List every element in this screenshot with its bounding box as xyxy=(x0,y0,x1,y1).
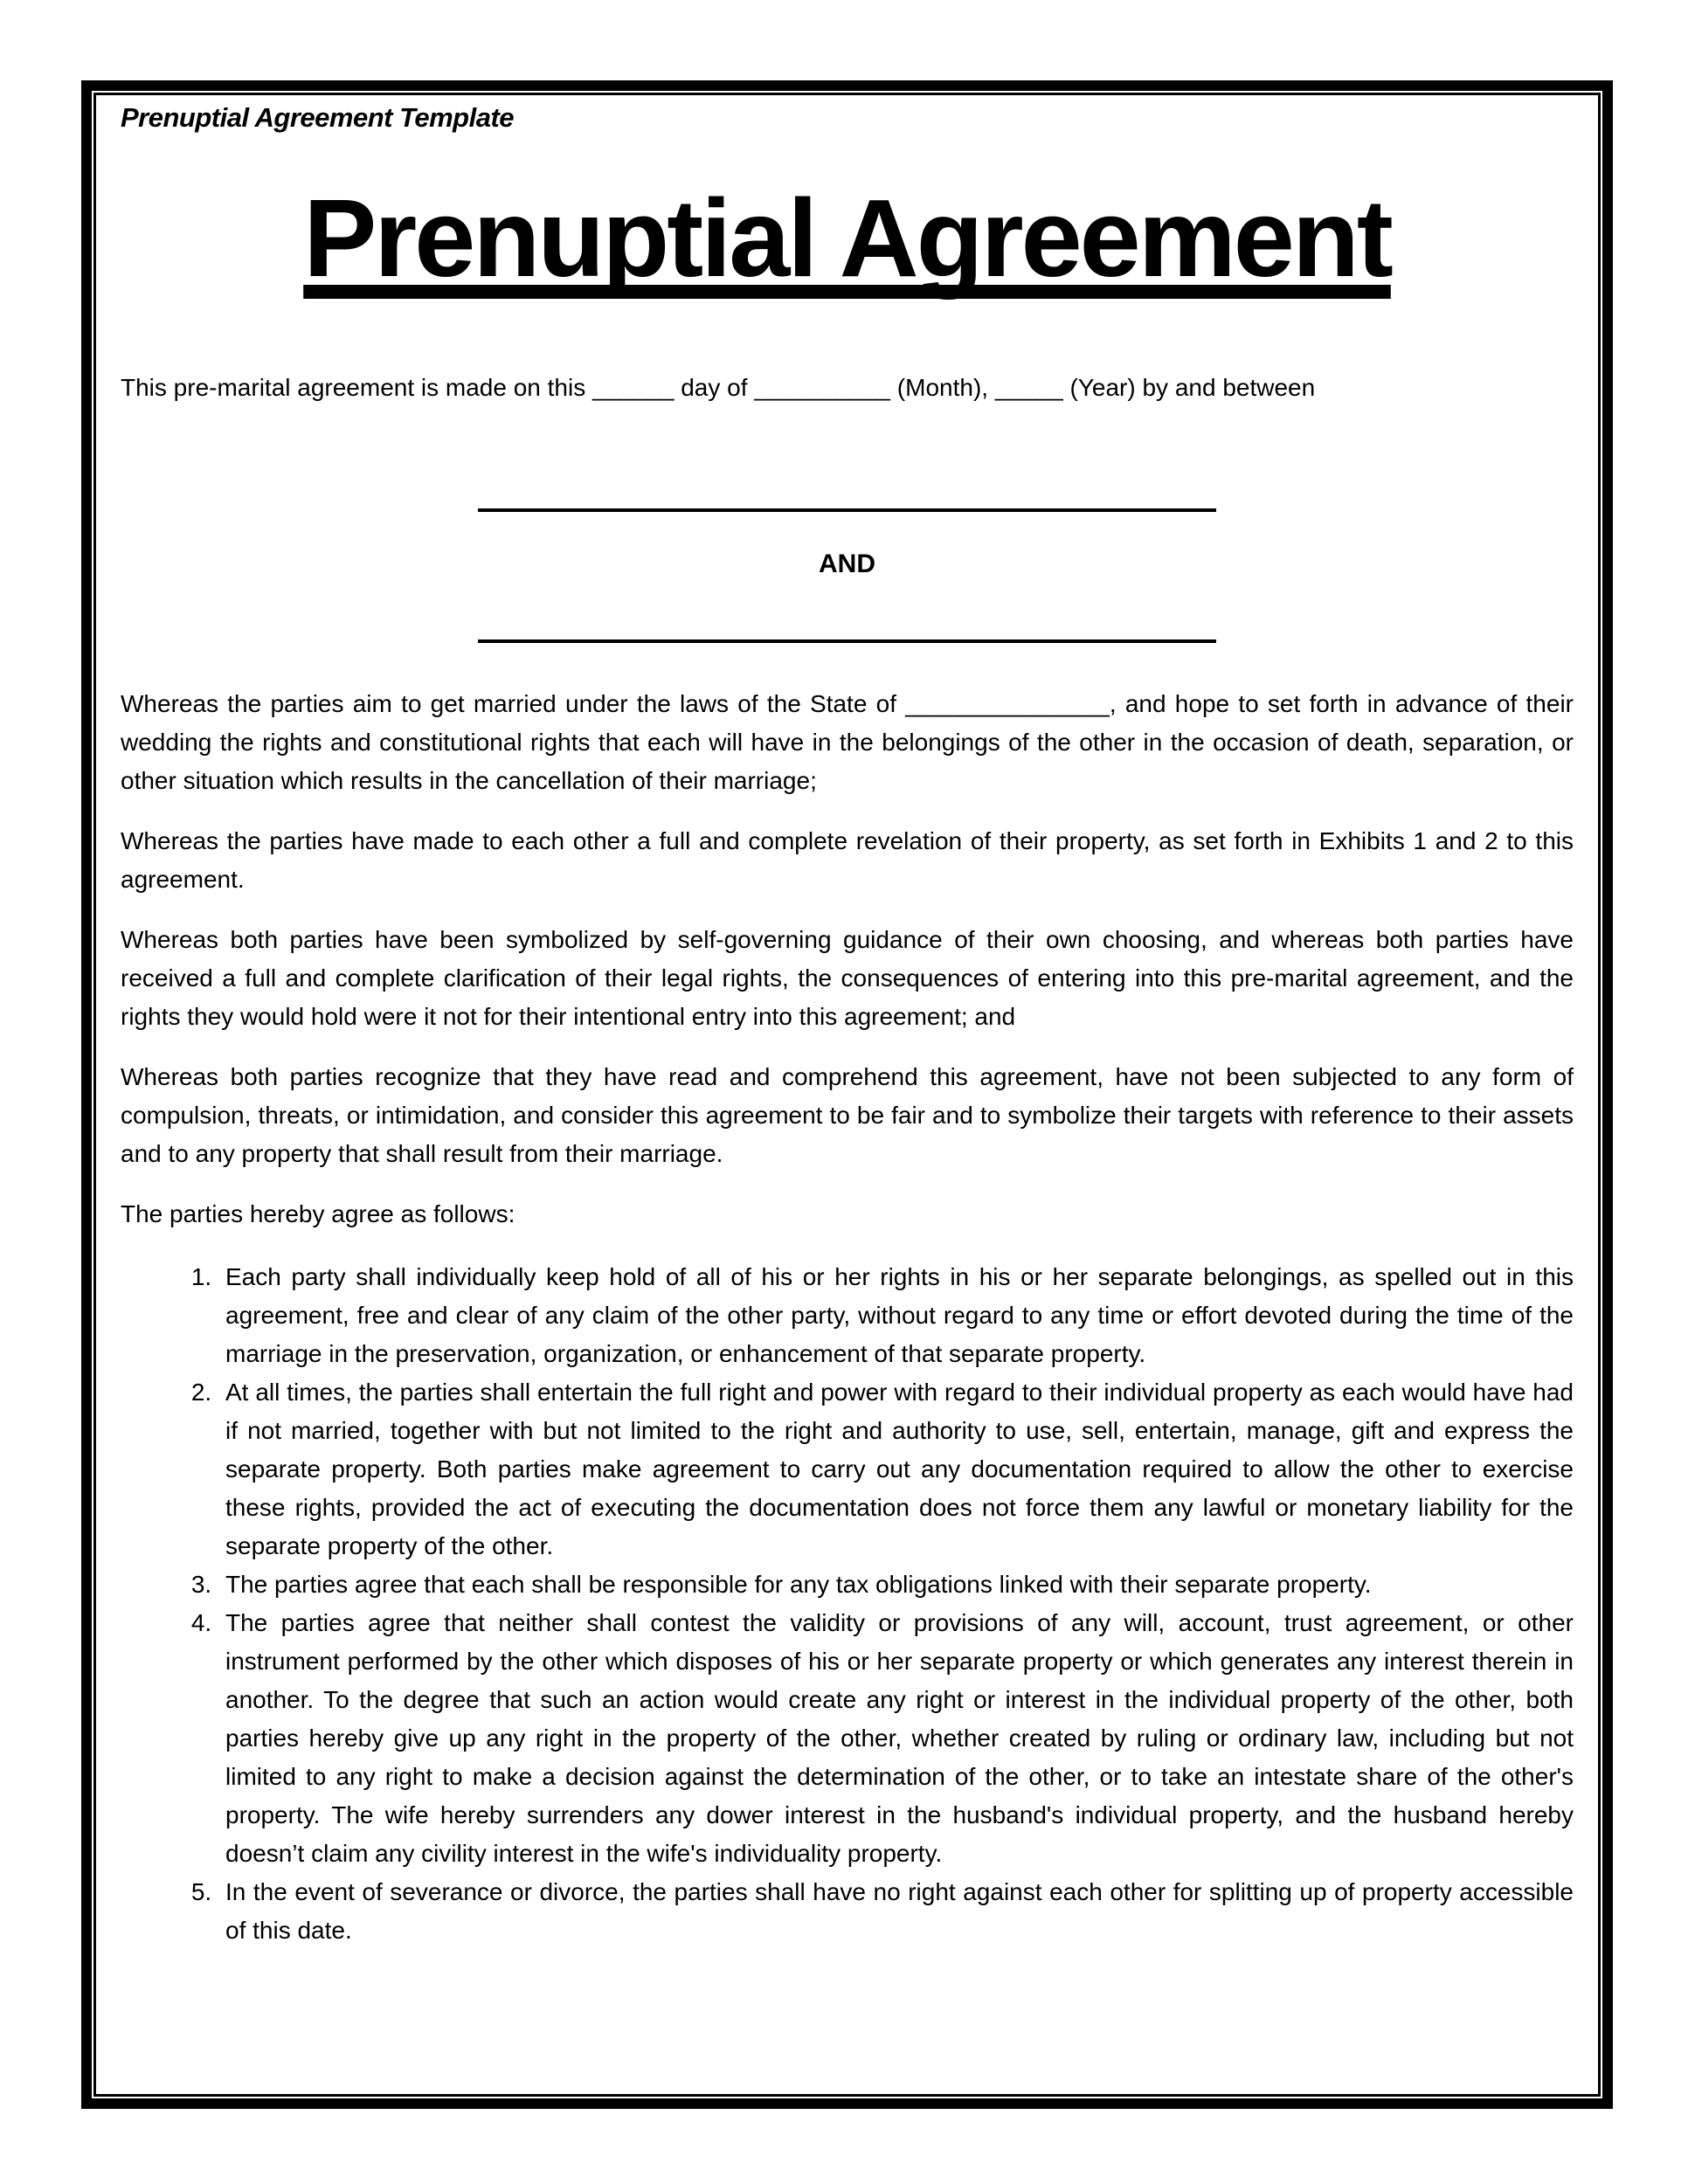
inner-frame xyxy=(93,93,1601,2097)
agreement-item-4: 4. The parties agree that neither shall contest the validity or provisions of any will, account, trust agreement, or other instrument performed by the other which disposes of his or her separate property or which generates any interest therein in another. To the degree that such an action would create any right or interest in the individual property of the other, both parties hereby give up any right in the property of the other, whether created by ruling or ordinary law, including but not limited to any right to make a decision against the determination of the other, or to take an intestate share of the other's property. The wife hereby surrenders any dower interest in the husband's individual property, and the husband hereby doesn’t claim any civility interest in the wife's individuality property. xyxy=(218,1604,1574,1873)
document-title: Prenuptial Agreement xyxy=(303,176,1391,300)
document-template-label: Prenuptial Agreement Template xyxy=(121,102,515,133)
intro-text-1: This pre-marital agreement is made on this xyxy=(121,373,586,401)
agreement-item-1: 1. Each party shall individually keep hold of all of his or her rights in his or her separate belongings, as spelled out in this agreement, free and clear of any claim of the other party, without regard to any time or effort devoted during the time of the marriage in the preservation, organization, or enhancement of that separate property. xyxy=(218,1258,1574,1373)
first-party-name-line xyxy=(478,508,1216,512)
page-frame xyxy=(81,80,1613,2109)
and-separator-label: AND xyxy=(819,549,875,578)
title-block xyxy=(121,176,1574,300)
month-blank: __________ xyxy=(754,373,891,401)
intro-text-3: (Month), xyxy=(896,373,989,401)
agreement-item-3: 3. The parties agree that each shall be responsible for any tax obligations linked with their separate property. xyxy=(218,1565,1574,1604)
intro-text-2: day of xyxy=(681,373,748,401)
intro-paragraph xyxy=(121,369,1574,407)
whereas-clause-2: Whereas the parties have made to each other a full and complete revelation of their property, as set forth in Exhibits 1 and 2 to this agreement. xyxy=(121,826,1574,893)
whereas-clause-4: Whereas both parties recognize that they have read and comprehend this agreement, have not been subjected to any form of compulsion, threats, or intimidation, and consider this agreement to be fair and to symbolize their targets with reference to their assets and to any property that shall result from their marriage. xyxy=(121,1062,1574,1167)
agreement-lead-in: The parties hereby agree as follows: xyxy=(121,1199,515,1227)
year-blank: _____ xyxy=(994,373,1063,401)
agreement-list xyxy=(121,1258,1574,1950)
whereas-clause-1: Whereas the parties aim to get married under the laws of the State of _______________, and hope to set forth in advance of their wedding the rights and constitutional rights that each will have in the belongings of the other in the occasion of death, separation, or other situation which results in the cancellation of their marriage; xyxy=(121,689,1574,794)
whereas-clause-3: Whereas both parties have been symbolized by self-governing guidance of their own choosing, and whereas both parties have received a full and complete clarification of their legal rights, the consequences of entering into this pre-marital agreement, and the rights they would hold were it not for their intentional entry into this agreement; and xyxy=(121,925,1574,1030)
agreement-item-2: 2. At all times, the parties shall entertain the full right and power with regard to their individual property as each would have had if not married, together with but not limited to the right and authority to use, sell, entertain, manage, gift and express the separate property. Both parties make agreement to carry out any documentation required to allow the other to exercise these rights, provided the act of executing the documentation does not force them any lawful or monetary liability for the separate property of the other. xyxy=(218,1373,1574,1565)
second-party-name-line xyxy=(478,639,1216,643)
intro-text-4: (Year) by and between xyxy=(1069,373,1316,401)
agreement-item-5: 5. In the event of severance or divorce, the parties shall have no right against each other for splitting up of property accessible of this date. xyxy=(218,1873,1574,1950)
day-blank: ______ xyxy=(592,373,675,401)
